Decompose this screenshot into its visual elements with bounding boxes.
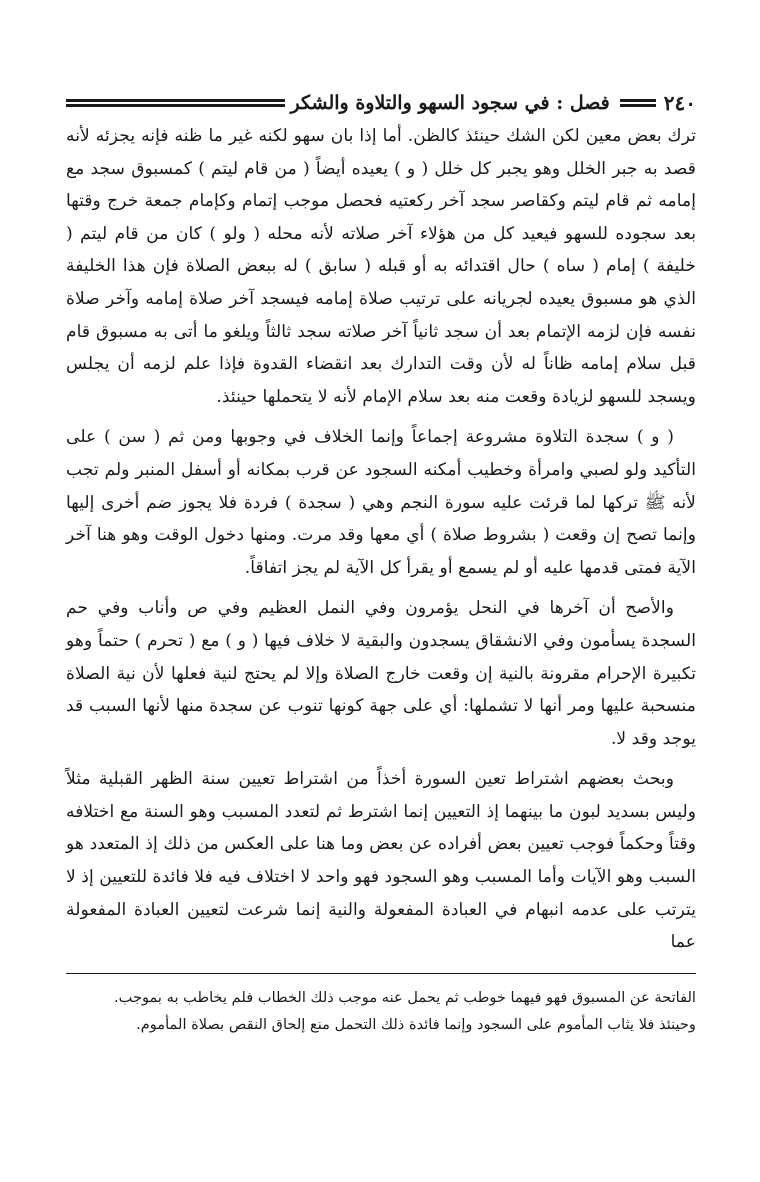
running-title: فصل : في سجود السهو والتلاوة والشكر bbox=[290, 92, 610, 114]
paragraph: ( و ) سجدة التلاوة مشروعة إجماعاً وإنما الخلاف في وجوبها ومن ثم ( سن ) على التأكيد ولو لصبي وامرأة وخطيب أمكنه السجود عن قرب بمكانه أو أسفل المنبر ولم تجب لأنه ﷺ تركها لما قرئت عليه سورة النجم وهي ( سجدة ) فردة فلا يجوز ضم أخرى إليها وإنما تصح إن وقعت ( بشروط صلاة ) أي معها وقد مرت. ومنها دخول الوقت وهو هنا آخر الآية فمتى قدمها عليه أو لم يسمع أو يقرأ كل الآية لم يجز اتفاقاً. bbox=[66, 427, 696, 578]
paragraph: وبحث بعضهم اشتراط تعين السورة أخذاً من اشتراط تعيين سنة الظهر القبلية مثلاً وليس بسديد لبون ما بينهما إذ التعيين إنما اشترط ثم لتعدد المسبب وهو السنة مع اختلافه وقتاً وحكماً فوجب تعيين بعض أفراده عن بعض وما هنا على العكس من ذلك إذ المتعدد هو السبب وهو الآيات وأما المسبب وهو السجود فهو واحد لا اختلاف فيه فلا فائدة للتعيين إذ لا يترتب على عدمه انبهام في العبادة المفعولة والنية إنما شرعت لتعيين العبادة المفعولة عما bbox=[66, 769, 696, 953]
header-ornament-rule bbox=[620, 99, 656, 107]
header-ornament-rule bbox=[66, 99, 285, 107]
page-number: ٢٤٠ bbox=[663, 91, 696, 115]
main-text bbox=[66, 120, 696, 959]
book-page bbox=[66, 88, 696, 1038]
paragraph: ترك بعض معين لكن الشك حينئذ كالظن. أما إذا بان سهو لكنه غير ما ظنه فإنه يجزئه لأنه قصد به جبر الخلل وهو يجبر كل خلل ( و ) يعيده أيضاً ( من قام ليتم ) كمسبوق سجد مع إمامه ثم قام ليتم وكقاصر سجد آخر ركعتيه فحصل موجب إتمام وكإمام جمعة خرج وقتها بعد سجوده للسهو فيعيد كل من هؤلاء آخر صلاته لأنه محله ( ولو ) كان من قام ليتم ( خليفة ) إمام ( ساه ) حال اقتدائه به أو قبله ( سابق ) له ببعض الصلاة فإن هذا الخليفة الذي هو مسبوق يعيده لجريانه على ترتيب صلاة إمامه فيسجد آخر صلاة إمامه وآخر صلاة نفسه فإن لزمه الإتمام بعد أن سجد ثانياً آخر صلاته سجد ثالثاً ويلغو ما أتى به مسبوق قام قبل سلام إمامه ظاناً له لأن وقت التدارك بعد انقضاء القدوة فإذا علم لزمه أن يجلس ويسجد للسهو لزيادة وقعت منه بعد سلام الإمام لأنه لا يتحملها حينئذ. bbox=[66, 126, 696, 407]
page-header bbox=[66, 88, 696, 118]
footnote: وحينئذ فلا يثاب المأموم على السجود وإنما فائدة ذلك التحمل منع إلحاق النقص بصلاة المأموم. bbox=[136, 1015, 696, 1033]
footnotes bbox=[66, 984, 696, 1038]
paragraph: والأصح أن آخرها في النحل يؤمرون وفي النمل العظيم وفي ص وأناب وفي حم السجدة يسأمون وفي الانشقاق يسجدون والبقية لا خلاف فيها ( و ) مع ( تحرم ) حتماً وهو تكبيرة الإحرام مقرونة بالنية إن وقعت خارج الصلاة وإلا لم يحتج لنية فعلها لأن نية الصلاة منسحبة عليها ومر أنها لا تشملها: أي على جهة كونها تنوب عن سجدة منها لأنها السبب قد يوجد وقد لا. bbox=[66, 598, 696, 749]
footnote: الفاتحة عن المسبوق فهو فيهما خوطب ثم يحمل عنه موجب ذلك الخطاب فلم يخاطب به بموجب. bbox=[113, 988, 696, 1006]
footnote-separator bbox=[66, 973, 696, 974]
